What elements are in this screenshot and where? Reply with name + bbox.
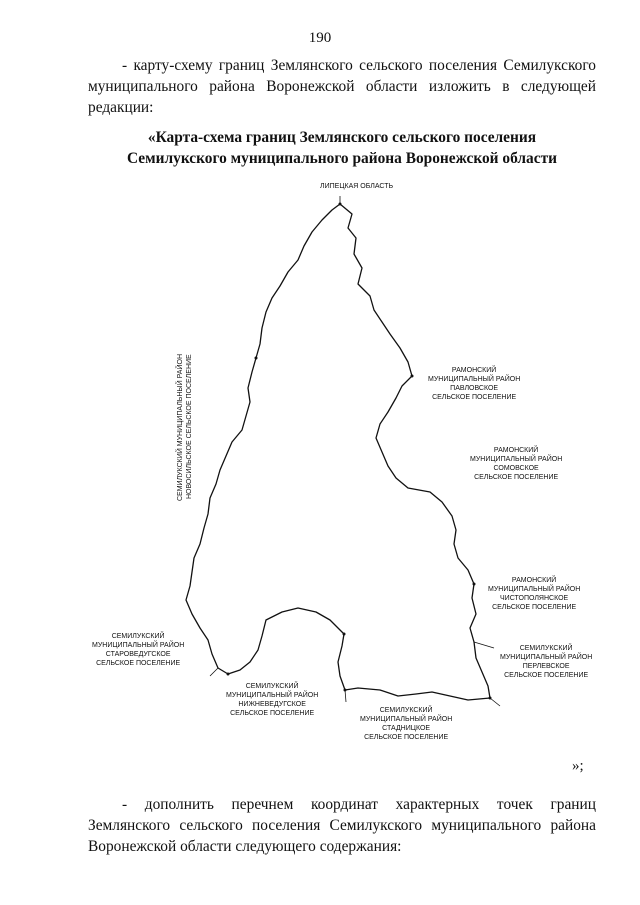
label-line: РАМОНСКИЙ: [511, 577, 557, 584]
adjacent-boundary-stub: [474, 642, 494, 648]
label-line: ПАВЛОВСКОЕ: [450, 385, 499, 392]
label-line: РАМОНСКИЙ: [451, 367, 497, 374]
label-line: СОМОВСКОЕ: [493, 465, 539, 472]
label-line: МУНИЦИПАЛЬНЫЙ РАЙОН: [488, 586, 581, 593]
label-pavlovskoe: [428, 366, 520, 402]
boundary-point: [227, 673, 230, 676]
label-line: ЧИСТОПОЛЯНСКОЕ: [500, 595, 569, 602]
page-number: 190: [308, 30, 332, 46]
closing-quote: »;: [572, 758, 584, 774]
adjacent-boundary-stub: [345, 690, 346, 702]
label-perlevskoe: [500, 644, 592, 680]
label-line: СЕМИЛУКСКИЙ: [379, 707, 433, 714]
label-line: МУНИЦИПАЛЬНЫЙ РАЙОН: [226, 692, 319, 699]
label-stadnitskoe: [360, 706, 452, 742]
label-line: СЕЛЬСКОЕ ПОСЕЛЕНИЕ: [96, 660, 181, 667]
label-line: НОВОСИЛЬСКОЕ СЕЛЬСКОЕ ПОСЕЛЕНИЕ: [186, 354, 193, 500]
label-line: ПЕРЛЕВСКОЕ: [522, 663, 570, 670]
label-line: СТАРОВЕДУГСКОЕ: [105, 651, 171, 658]
label-line: СЕЛЬСКОЕ ПОСЕЛЕНИЕ: [474, 474, 559, 481]
label-somovskoe: [470, 446, 562, 482]
boundary-line: [186, 204, 490, 700]
label-nizhnevedugskoe: [226, 682, 318, 718]
adjacent-boundary-stub: [210, 668, 218, 676]
label-line: МУНИЦИПАЛЬНЫЙ РАЙОН: [470, 456, 563, 463]
outro-paragraph: - дополнить перечнем координат характерных точек границ Землянского сельского поселения Семилукского муниципального района Воронежской области следующего содержания:: [88, 796, 596, 855]
label-line: СЕЛЬСКОЕ ПОСЕЛЕНИЕ: [230, 710, 315, 717]
label-line: СЕЛЬСКОЕ ПОСЕЛЕНИЕ: [504, 672, 589, 679]
map-title-line-1: «Карта-схема границ Землянского сельского поселения: [147, 129, 537, 146]
label-lipetsk-region: ЛИПЕЦКАЯ ОБЛАСТЬ: [320, 183, 394, 190]
boundary-point: [343, 633, 346, 636]
label-line: СТАДНИЦКОЕ: [382, 725, 431, 732]
label-line: МУНИЦИПАЛЬНЫЙ РАЙОН: [500, 654, 593, 661]
label-line: РАМОНСКИЙ: [493, 447, 539, 454]
boundary-point: [411, 375, 414, 378]
label-line: МУНИЦИПАЛЬНЫЙ РАЙОН: [360, 716, 453, 723]
label-starovedugskoe: [92, 632, 184, 668]
label-line: СЕЛЬСКОЕ ПОСЕЛЕНИЕ: [364, 734, 449, 741]
boundary-point: [473, 583, 476, 586]
boundary-map: [90, 176, 610, 756]
label-line: СЕМИЛУКСКИЙ: [111, 633, 165, 640]
label-chistopolyanskoe: [488, 576, 580, 612]
label-line: МУНИЦИПАЛЬНЫЙ РАЙОН: [428, 376, 521, 383]
boundary-point: [255, 357, 258, 360]
label-line: СЕМИЛУКСКИЙ МУНИЦИПАЛЬНЫЙ РАЙОН: [177, 353, 184, 501]
label-line: НИЖНЕВЕДУГСКОЕ: [238, 701, 306, 708]
adjacent-boundary-stub: [490, 698, 500, 706]
intro-paragraph: - карту-схему границ Землянского сельского поселения Семилукского муниципального района Воронежской области изложить в следующей редакции:: [88, 57, 596, 116]
label-line: СЕЛЬСКОЕ ПОСЕЛЕНИЕ: [432, 394, 517, 401]
label-line: СЕЛЬСКОЕ ПОСЕЛЕНИЕ: [492, 604, 577, 611]
label-novosilskoe: [176, 352, 194, 502]
map-title: [88, 127, 596, 169]
map-title-line-2: Семилукского муниципального района Воронежской области: [127, 150, 557, 167]
label-line: МУНИЦИПАЛЬНЫЙ РАЙОН: [92, 642, 185, 649]
label-line: СЕМИЛУКСКИЙ: [245, 683, 299, 690]
label-line: СЕМИЛУКСКИЙ: [519, 645, 573, 652]
